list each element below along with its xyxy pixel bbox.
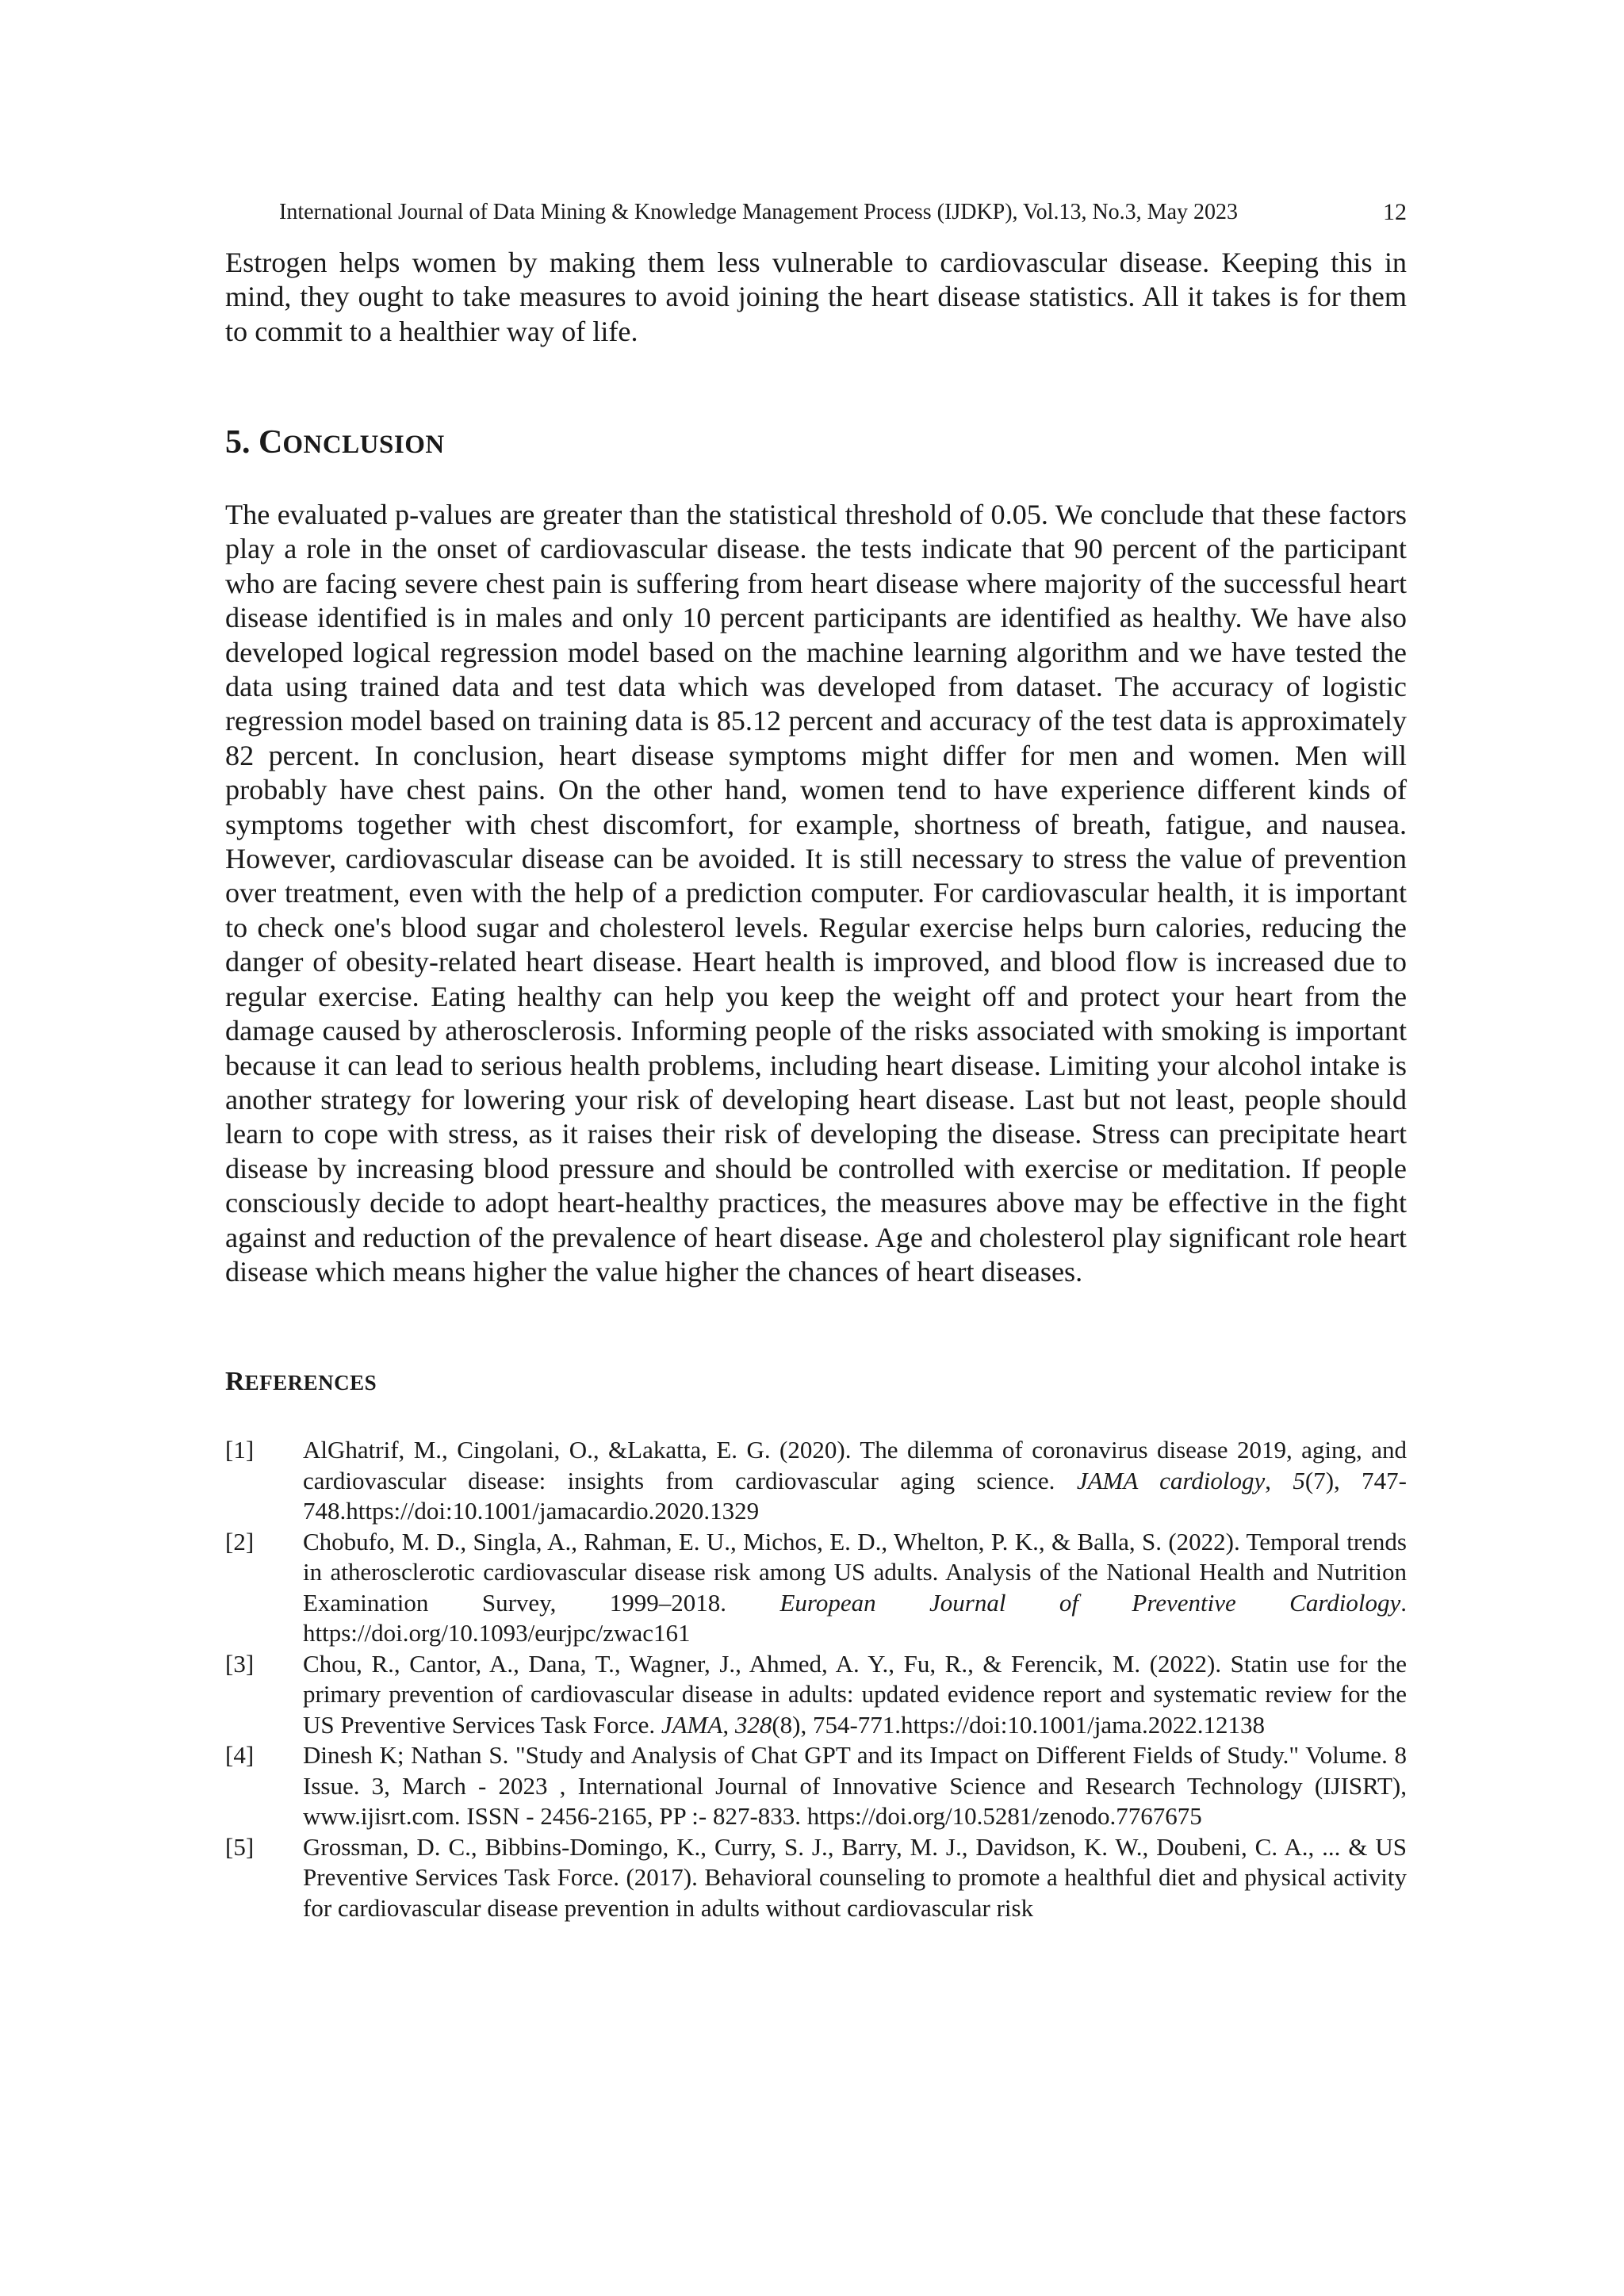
reference-text: Chobufo, M. D., Singla, A., Rahman, E. U., Michos, E. D., Whelton, P. K., & Balla, S. (2022). Temporal trends in atherosclerotic cardiovascular disease risk among US adults. Analysis of the National Health and Nutrition Examination Survey, 1999–2018. — [303, 1527, 1407, 1617]
reference-number: [3] — [225, 1649, 255, 1678]
reference-volume: 328 — [734, 1710, 772, 1739]
reference-text: Grossman, D. C., Bibbins-Domingo, K., Curry, S. J., Barry, M. J., Davidson, K. W., Doubeni, C. A., ... & US Preventive Services Task Force. (2017). Behavioral counseling to promote a healthful diet and physical activity for cardiovascular disease prevention in adults without cardiovascular risk — [303, 1832, 1407, 1922]
reference-item — [225, 1435, 1407, 1527]
reference-number: [1] — [225, 1436, 255, 1464]
reference-number: [2] — [225, 1527, 255, 1556]
journal-header: International Journal of Data Mining & Knowledge Management Process (IJDKP), Vol.13, No.3, May 2023 — [279, 200, 1238, 224]
references-heading — [225, 1366, 377, 1399]
page-number: 12 — [1383, 199, 1407, 225]
reference-text: Chou, R., Cantor, A., Dana, T., Wagner, J., Ahmed, A. Y., Fu, R., & Ferencik, M. (2022). Statin use for the primary prevention of cardiovascular disease in adults: updated evidence report and systematic review for the US Preventive Services Task Force. — [303, 1649, 1407, 1739]
reference-journal: JAMA — [661, 1710, 723, 1739]
reference-journal: European Journal of Preventive Cardiology — [779, 1588, 1401, 1617]
reference-tail: . https://doi.org/10.1093/eurjpc/zwac161 — [303, 1588, 1407, 1647]
section-title-initial: C — [259, 424, 283, 461]
intro-paragraph: Estrogen helps women by making them less vulnerable to cardiovascular disease. Keeping this in mind, they ought to take measures to avoid joining the heart disease statistics. All it takes is for them to commit to a healthier way of life. — [225, 247, 1407, 347]
reference-text: Dinesh K; Nathan S. "Study and Analysis of Chat GPT and its Impact on Different Fields of Study." Volume. 8 Issue. 3, March - 2023 , International Journal of Innovative Science and Research Technology (IJISRT), www.ijisrt.com. ISSN - 2456-2165, PP :- 827-833. https://doi.org/10.5281/zenodo.7767675 — [303, 1741, 1407, 1830]
section-title-rest: ONCLUSION — [282, 430, 445, 459]
reference-list — [225, 1435, 1407, 1923]
reference-number: [4] — [225, 1741, 255, 1769]
reference-separator: , — [722, 1710, 735, 1739]
section-title — [225, 423, 445, 465]
section-number: 5. — [225, 424, 251, 461]
reference-tail: (7), 747-748.https://doi:10.1001/jamacardio.2020.1329 — [303, 1466, 1407, 1525]
reference-item — [225, 1649, 1407, 1741]
reference-journal: JAMA cardiology — [1076, 1466, 1266, 1494]
references-heading-initial: R — [225, 1367, 245, 1396]
reference-item — [225, 1527, 1407, 1649]
references-heading-rest: EFERENCES — [244, 1371, 377, 1395]
reference-item — [225, 1740, 1407, 1832]
reference-text: AlGhatrif, M., Cingolani, O., &Lakatta, E. G. (2020). The dilemma of coronavirus disease 2019, aging, and cardiovascular disease: insights from cardiovascular aging science. — [303, 1436, 1407, 1494]
reference-tail: (8), 754-771.https://doi:10.1001/jama.2022.12138 — [772, 1710, 1265, 1739]
reference-number: [5] — [225, 1832, 255, 1861]
reference-volume: 5 — [1293, 1466, 1305, 1494]
reference-item — [225, 1832, 1407, 1924]
conclusion-paragraph: The evaluated p-values are greater than the statistical threshold of 0.05. We conclude that these factors play a role in the onset of cardiovascular disease. the tests indicate that 90 percent of the participant who are facing severe chest pain is suffering from heart disease where majority of the successful heart disease identified is in males and only 10 percent participants are identified as healthy. We have also developed logical regression model based on the machine learning algorithm and we have tested the data using trained data and test data which was developed from dataset. The accuracy of logistic regression model based on training data is 85.12 percent and accuracy of the test data is approximately 82 percent. In conclusion, heart disease symptoms might differ for men and women. Men will probably have chest pains. On the other hand, women tend to have experience different kinds of symptoms together with chest discomfort, for example, shortness of breath, fatigue, and nausea. However, cardiovascular disease can be avoided. It is still necessary to stress the value of prevention over treatment, even with the help of a prediction computer. For cardiovascular health, it is important to check one's blood sugar and cholesterol levels. Regular exercise helps burn calories, reducing the danger of obesity-related heart disease. Heart health is improved, and blood flow is increased due to regular exercise. Eating healthy can help you keep the weight off and protect your heart from the damage caused by atherosclerosis. Informing people of the risks associated with smoking is important because it can lead to serious health problems, including heart disease. Limiting your alcohol intake is another strategy for lowering your risk of developing heart disease. Last but not least, people should learn to cope with stress, as it raises their risk of developing the disease. Stress can precipitate heart disease by increasing blood pressure and should be controlled with exercise or meditation. If people consciously decide to adopt heart-healthy practices, the measures above may be effective in the fight against and reduction of the prevalence of heart disease. Age and cholesterol play significant role heart disease which means higher the value higher the chances of heart diseases. — [225, 499, 1407, 1288]
reference-separator: , — [1265, 1466, 1293, 1494]
